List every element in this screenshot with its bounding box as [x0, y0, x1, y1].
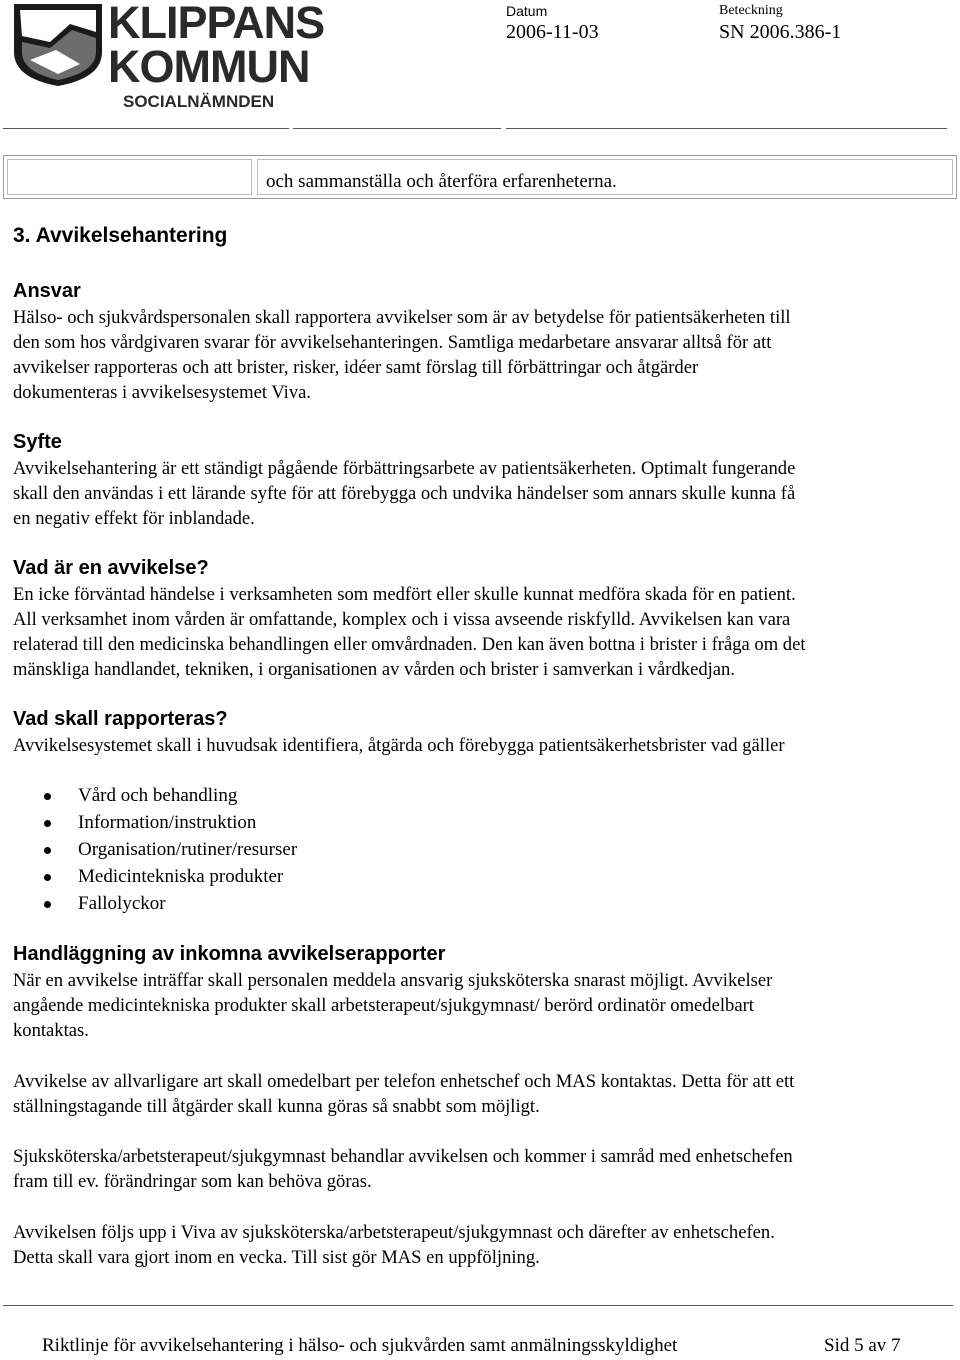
heading-vad-ar-en-avvikelse: Vad är en avvikelse?: [13, 557, 209, 579]
heading-handlaggning: Handläggning av inkomna avvikelserapporter: [13, 943, 446, 965]
handlaggning-p3-line-2: fram till ev. förändringar som kan behöva göras.: [13, 1171, 372, 1192]
handlaggning-p2-line-2: ställningstagande till åtgärder skall kunna göras så snabbt som möjligt.: [13, 1096, 540, 1117]
handlaggning-p1-line-1: När en avvikelse inträffar skall personalen meddela ansvarig sjuksköterska snarast möjligt. Avvikelser: [13, 970, 773, 991]
coat-of-arms-icon: [10, 2, 110, 88]
logo-line-kommun: KOMMUN: [108, 41, 310, 92]
footer-page-number: Sid 5 av 7: [824, 1335, 901, 1356]
vad-ar-line-1: En icke förväntad händelse i verksamheten som medfört eller skulle kunnat medföra skada för en patient.: [13, 584, 796, 605]
bullet-icon: [44, 820, 51, 827]
header-rule-middle: [293, 128, 501, 129]
date-label: Datum: [506, 3, 548, 19]
header-rule-left: [3, 128, 289, 129]
bullet-icon: [44, 847, 51, 854]
date-value: 2006-11-03: [506, 21, 599, 43]
list-item: Information/instruktion: [40, 809, 297, 836]
report-categories-list: [40, 782, 297, 917]
ansvar-line-4: dokumenteras i avvikelsesystemet Viva.: [13, 382, 312, 403]
header-rule-right: [506, 128, 947, 129]
handlaggning-p4-line-2: Detta skall vara gjort inom en vecka. Till sist gör MAS en uppföljning.: [13, 1247, 540, 1268]
footer-title: Riktlinje för avvikelsehantering i hälso- och sjukvården samt anmälningsskyldighet: [42, 1335, 678, 1356]
list-item: Fallolyckor: [40, 890, 297, 917]
logo-line-socialnamnden: SOCIALNÄMNDEN: [123, 92, 275, 111]
table-cell-empty: [7, 159, 252, 195]
bullet-icon: [44, 874, 51, 881]
vad-ar-line-2: All verksamhet inom vården är omfattande, komplex och i vissa avseende riskfylld. Avvikelsen kan vara: [13, 609, 791, 630]
syfte-line-1: Avvikelsehantering är ett ständigt pågående förbättringsarbete av patientsäkerheten. Optimalt fungerande: [13, 458, 796, 479]
footer-rule: [3, 1305, 953, 1306]
handlaggning-p1-line-3: kontaktas.: [13, 1020, 89, 1041]
heading-vad-skall-rapporteras: Vad skall rapporteras?: [13, 708, 228, 730]
heading-ansvar: Ansvar: [13, 280, 81, 302]
ansvar-line-3: avvikelser rapporteras och att brister, risker, idéer samt förslag till förbättringar och åtgärder: [13, 357, 699, 378]
municipality-logo: [10, 0, 325, 118]
table-cell-content: och sammanställa och återföra erfarenheterna.: [266, 171, 617, 192]
ansvar-line-2: den som hos vårdgivaren svarar för avvikelsehanteringen. Samtliga medarbetare ansvarar alltså för att: [13, 332, 772, 353]
bullet-icon: [44, 901, 51, 908]
reference-label: Beteckning: [719, 3, 783, 18]
table-fragment: [3, 155, 957, 199]
table-cell-text: [257, 159, 953, 195]
list-item: Medicintekniska produkter: [40, 863, 297, 890]
ansvar-line-1: Hälso- och sjukvårdspersonalen skall rapportera avvikelser som är av betydelse för patientsäkerheten till: [13, 307, 791, 328]
list-item: Organisation/rutiner/resurser: [40, 836, 297, 863]
handlaggning-p2-line-1: Avvikelse av allvarligare art skall omedelbart per telefon enhetschef och MAS kontaktas. Detta för att ett: [13, 1071, 795, 1092]
syfte-line-3: en negativ effekt för inblandade.: [13, 508, 255, 529]
vad-ar-line-4: mänskliga handlandet, tekniken, i organisationen av vården och brister i samverkan i vårdkedjan.: [13, 659, 736, 680]
heading-syfte: Syfte: [13, 431, 62, 453]
reference-value: SN 2006.386-1: [719, 21, 842, 43]
handlaggning-p4-line-1: Avvikelsen följs upp i Viva av sjuksköterska/arbetsterapeut/sjukgymnast och därefter av enhetschefen.: [13, 1222, 775, 1243]
vad-ar-line-3: relaterad till den medicinska behandlingen eller omvårdnaden. Den kan även bottna i brister i fråga om det: [13, 634, 806, 655]
logo-line-klippans: KLIPPANS: [108, 0, 325, 48]
vad-skall-line-1: Avvikelsesystemet skall i huvudsak identifiera, åtgärda och förebygga patientsäkerhetsbrister vad gäller: [13, 735, 785, 756]
syfte-line-2: skall den användas i ett lärande syfte för att förebygga och undvika händelser som annars skulle kunna få: [13, 483, 796, 504]
list-item: Vård och behandling: [40, 782, 297, 809]
section-heading: 3. Avvikelsehantering: [13, 224, 228, 247]
handlaggning-p1-line-2: angående medicintekniska produkter skall arbetsterapeut/sjukgymnast/ berörd ordinatör omedelbart: [13, 995, 754, 1016]
handlaggning-p3-line-1: Sjuksköterska/arbetsterapeut/sjukgymnast behandlar avvikelsen och kommer i samråd med enhetschefen: [13, 1146, 793, 1167]
bullet-icon: [44, 793, 51, 800]
